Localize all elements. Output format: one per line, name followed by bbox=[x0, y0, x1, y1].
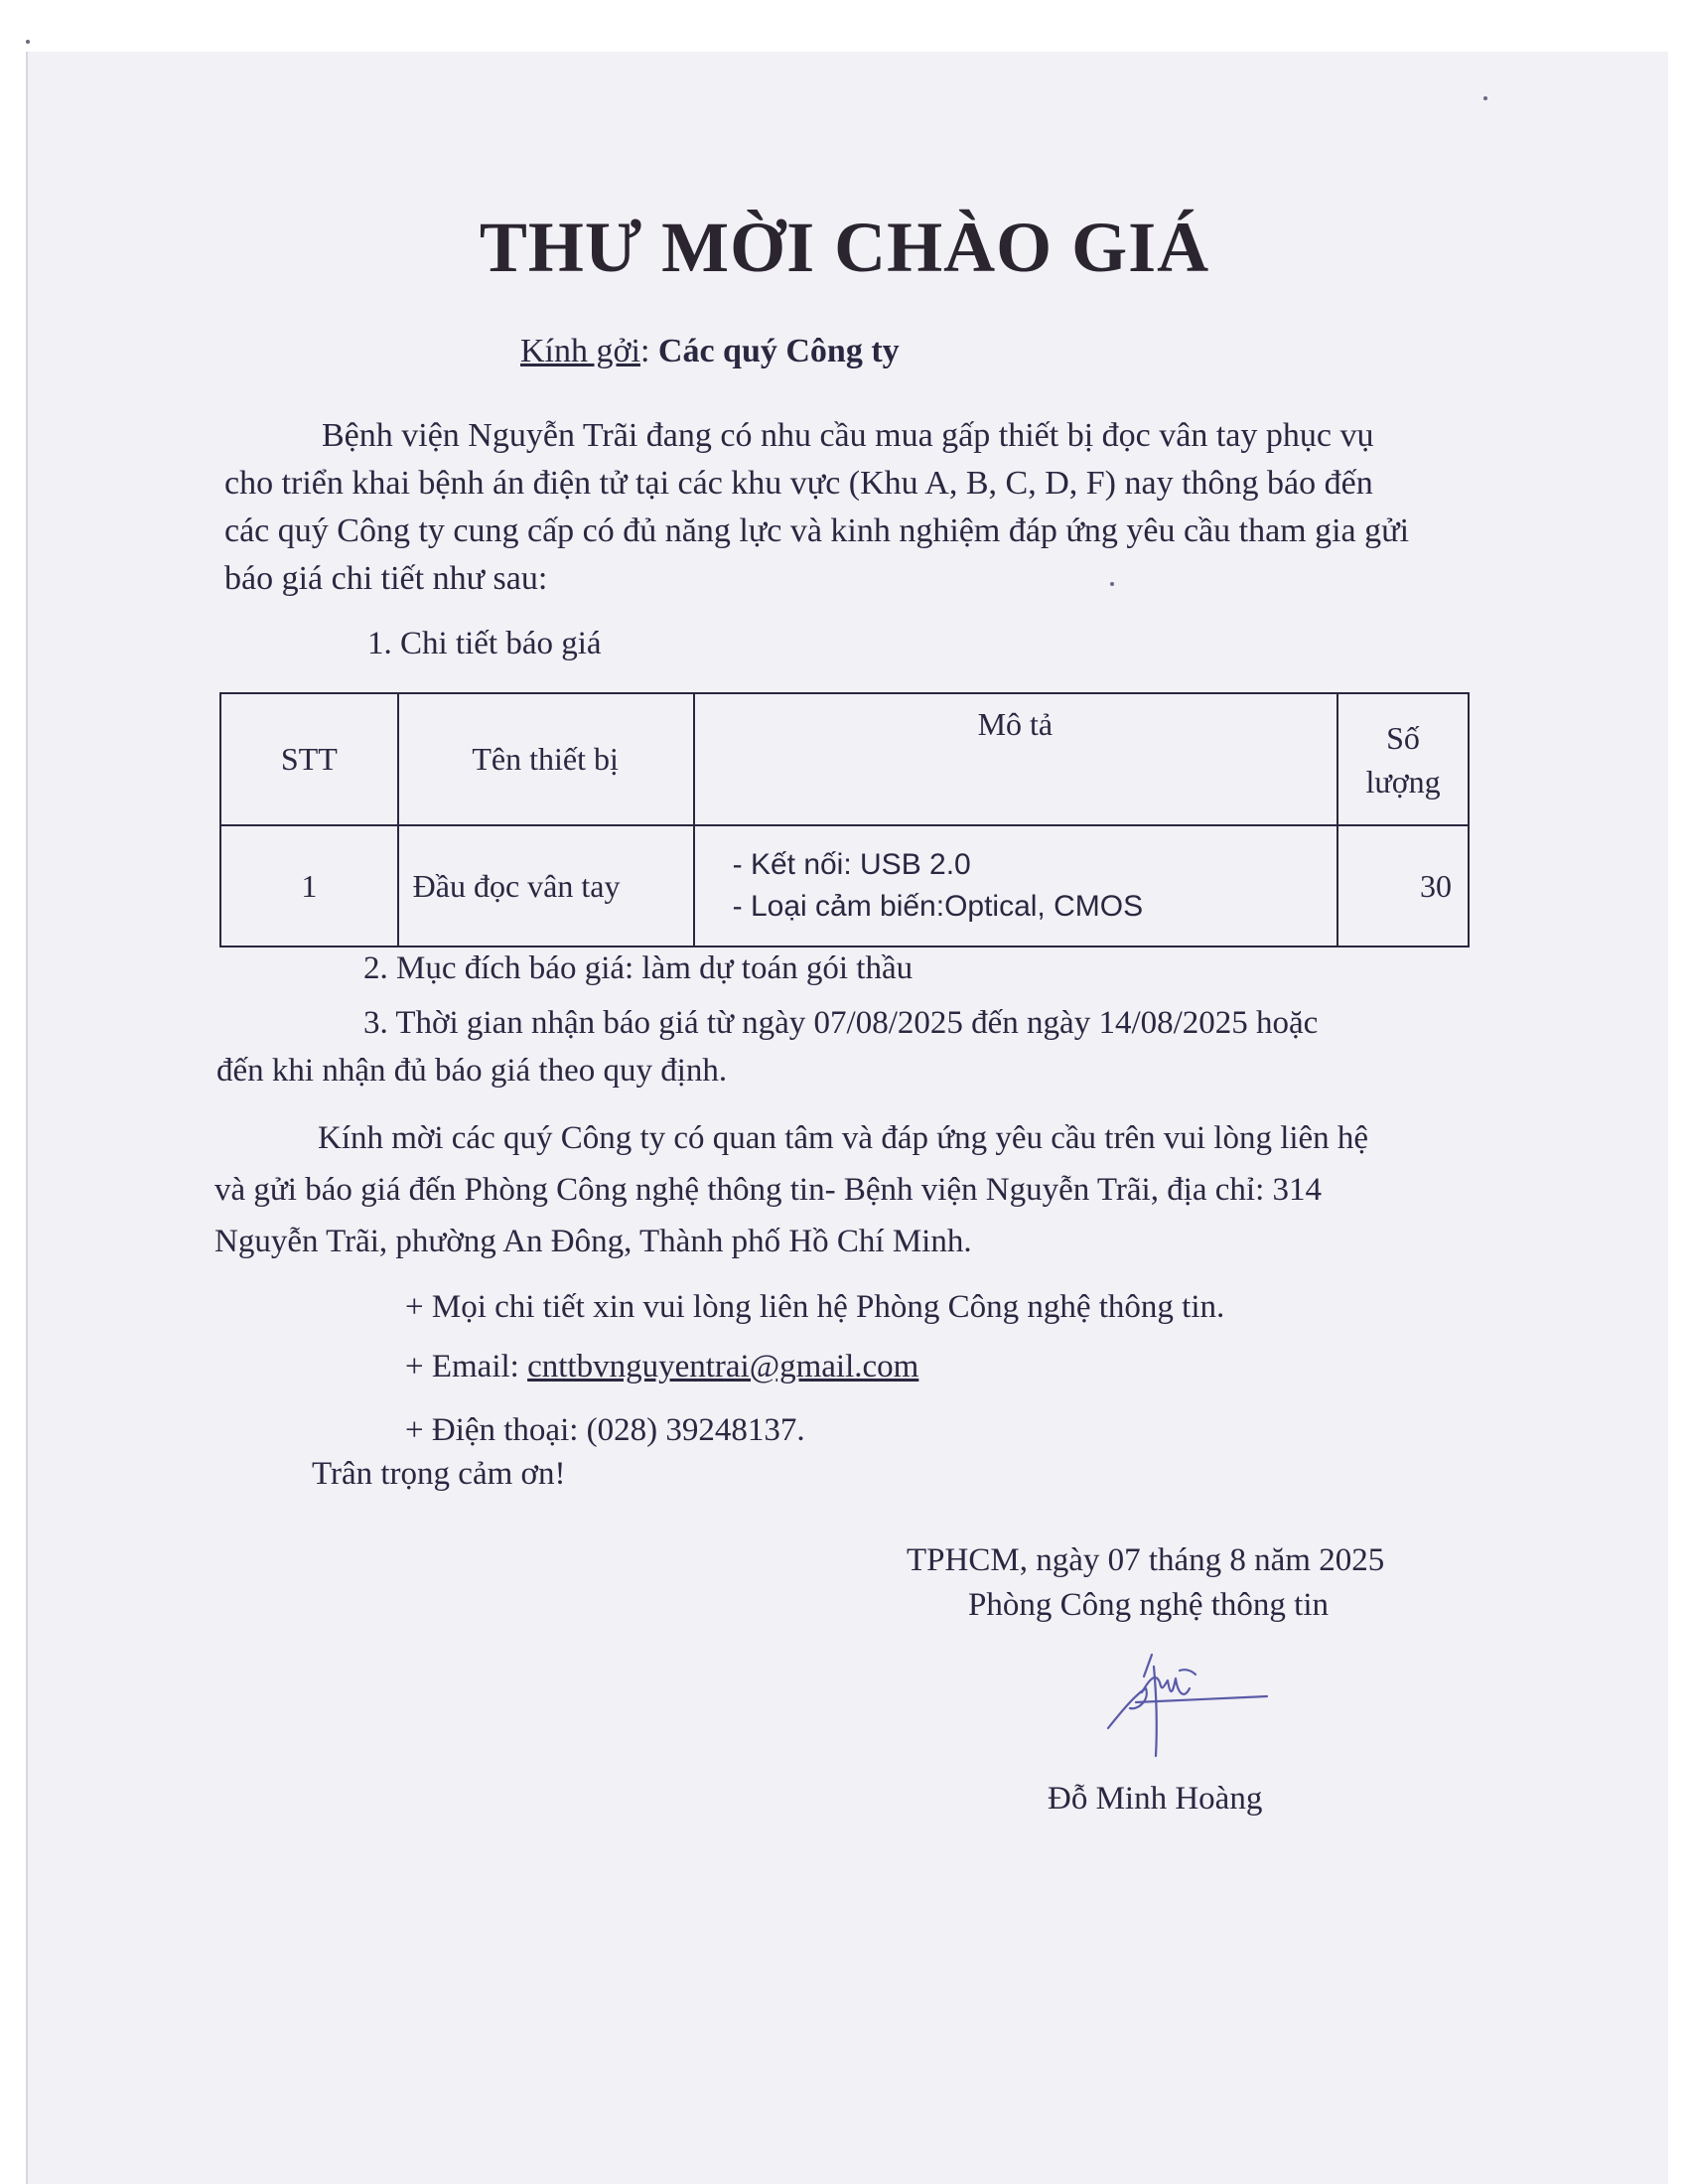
section-1-heading: 1. Chi tiết báo giá bbox=[367, 626, 602, 661]
intro-line-1: Bệnh viện Nguyễn Trãi đang có nhu cầu mua gấp thiết bị đọc vân tay phục vụ bbox=[322, 417, 1374, 454]
cell-device-name: Đầu đọc vân tay bbox=[398, 825, 694, 946]
greeting-recipient: Các quý Công ty bbox=[657, 333, 900, 369]
email-label: + Email: bbox=[405, 1349, 528, 1384]
section-2-text: 2. Mục đích báo giá: làm dự toán gói thầu bbox=[363, 950, 914, 986]
scan-speck bbox=[1110, 582, 1114, 586]
intro-paragraph bbox=[224, 412, 1468, 603]
header-description: Mô tả bbox=[694, 693, 1337, 825]
intro-line-4: báo giá chi tiết như sau: bbox=[224, 560, 548, 597]
handwritten-signature bbox=[1106, 1649, 1275, 1763]
cell-description-line-1: - Kết nối: USB 2.0 bbox=[732, 848, 971, 881]
header-quantity-line-1: Số bbox=[1386, 719, 1420, 756]
header-quantity-line-2: lượng bbox=[1365, 763, 1441, 800]
signing-department: Phòng Công nghệ thông tin bbox=[968, 1587, 1330, 1623]
table-row bbox=[220, 825, 1469, 946]
place-date: TPHCM, ngày 07 tháng 8 năm 2025 bbox=[907, 1542, 1385, 1578]
section-3-text bbox=[216, 999, 1468, 1094]
document-title: THƯ MỜI CHÀO GIÁ bbox=[479, 208, 1210, 287]
intro-line-3: các quý Công ty cung cấp có đủ năng lực và kinh nghiệm đáp ứng yêu cầu tham gia gửi bbox=[224, 512, 1410, 549]
cell-description-line-2: - Loại cảm biến:Optical, CMOS bbox=[732, 890, 1144, 923]
invite-paragraph bbox=[214, 1112, 1468, 1267]
invite-line-3: Nguyễn Trãi, phường An Đông, Thành phố Hồ Chí Minh. bbox=[214, 1224, 972, 1259]
closing-text: Trân trọng cảm ơn! bbox=[312, 1456, 566, 1492]
intro-line-2: cho triển khai bệnh án điện tử tại các khu vực (Khu A, B, C, D, F) nay thông báo đến bbox=[224, 465, 1373, 502]
header-stt: STT bbox=[220, 693, 398, 825]
greeting-line bbox=[520, 333, 900, 370]
header-quantity bbox=[1337, 693, 1469, 825]
scan-speck bbox=[1483, 96, 1487, 100]
greeting-prefix: Kính gởi bbox=[520, 333, 640, 369]
table-header-row bbox=[220, 693, 1469, 825]
invite-line-1: Kính mời các quý Công ty có quan tâm và đáp ứng yêu cầu trên vui lòng liên hệ bbox=[318, 1120, 1369, 1156]
header-device-name: Tên thiết bị bbox=[398, 693, 694, 825]
invite-line-2: và gửi báo giá đến Phòng Công nghệ thông tin- Bệnh viện Nguyễn Trãi, địa chỉ: 314 bbox=[214, 1172, 1323, 1208]
signer-name: Đỗ Minh Hoàng bbox=[1048, 1781, 1263, 1817]
email-link[interactable]: cnttbvnguyentrai@gmail.com bbox=[527, 1349, 919, 1384]
section-3-line-2: đến khi nhận đủ báo giá theo quy định. bbox=[216, 1053, 728, 1089]
scan-speck bbox=[26, 40, 30, 44]
greeting-colon: : bbox=[639, 333, 658, 369]
contact-bullet-info: + Mọi chi tiết xin vui lòng liên hệ Phòng Công nghệ thông tin. bbox=[405, 1289, 1225, 1325]
section-3-line-1: 3. Thời gian nhận báo giá từ ngày 07/08/2025 đến ngày 14/08/2025 hoặc bbox=[363, 1005, 1319, 1041]
cell-quantity: 30 bbox=[1337, 825, 1469, 946]
contact-bullet-email bbox=[405, 1349, 918, 1385]
cell-stt: 1 bbox=[220, 825, 398, 946]
contact-bullet-phone: + Điện thoại: (028) 39248137. bbox=[405, 1412, 805, 1448]
quote-table bbox=[219, 692, 1470, 947]
cell-description bbox=[694, 825, 1337, 946]
